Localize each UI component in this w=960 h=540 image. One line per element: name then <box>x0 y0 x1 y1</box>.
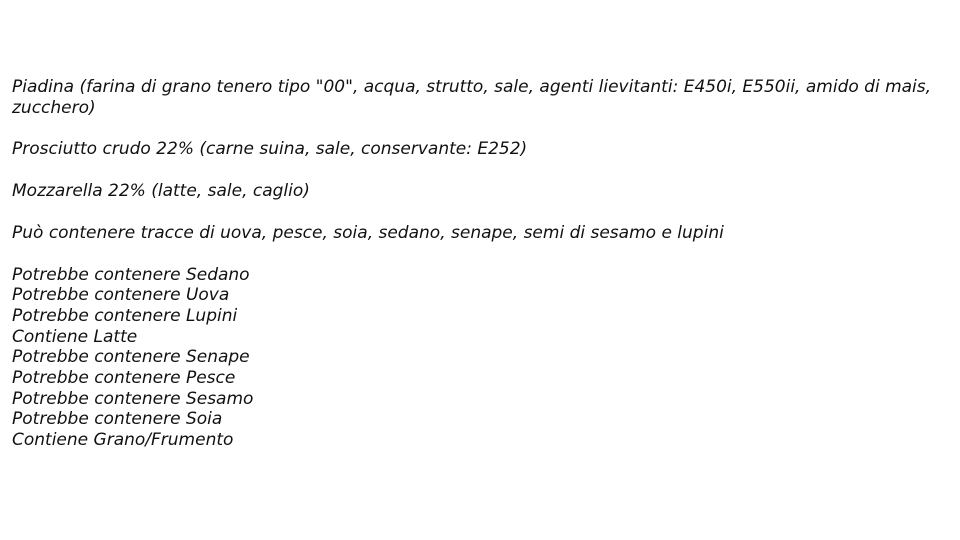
allergen-item: Potrebbe contenere Uova <box>12 285 230 306</box>
ingredient-piadina: Piadina (farina di grano tenero tipo "00", acqua, strutto, sale, agenti lievitanti: E450i, E550ii, amido di mais, zucchero) <box>12 77 932 118</box>
traces-warning: Può contenere tracce di uova, pesce, soia, sedano, senape, semi di sesamo e lupini <box>12 222 724 243</box>
allergen-list <box>12 265 948 451</box>
ingredient-prosciutto: Prosciutto crudo 22% (carne suina, sale, conservante: E252) <box>12 139 528 160</box>
allergen-item: Potrebbe contenere Sesamo <box>12 388 254 409</box>
allergen-item: Contiene Latte <box>12 326 138 347</box>
allergen-item: Potrebbe contenere Pesce <box>12 368 236 389</box>
allergen-item: Potrebbe contenere Sedano <box>12 264 250 285</box>
allergen-item: Contiene Grano/Frumento <box>12 430 234 451</box>
allergen-item: Potrebbe contenere Lupini <box>12 305 238 326</box>
allergen-item: Potrebbe contenere Soia <box>12 409 223 430</box>
allergen-item: Potrebbe contenere Senape <box>12 347 250 368</box>
ingredient-mozzarella: Mozzarella 22% (latte, sale, caglio) <box>12 181 310 202</box>
